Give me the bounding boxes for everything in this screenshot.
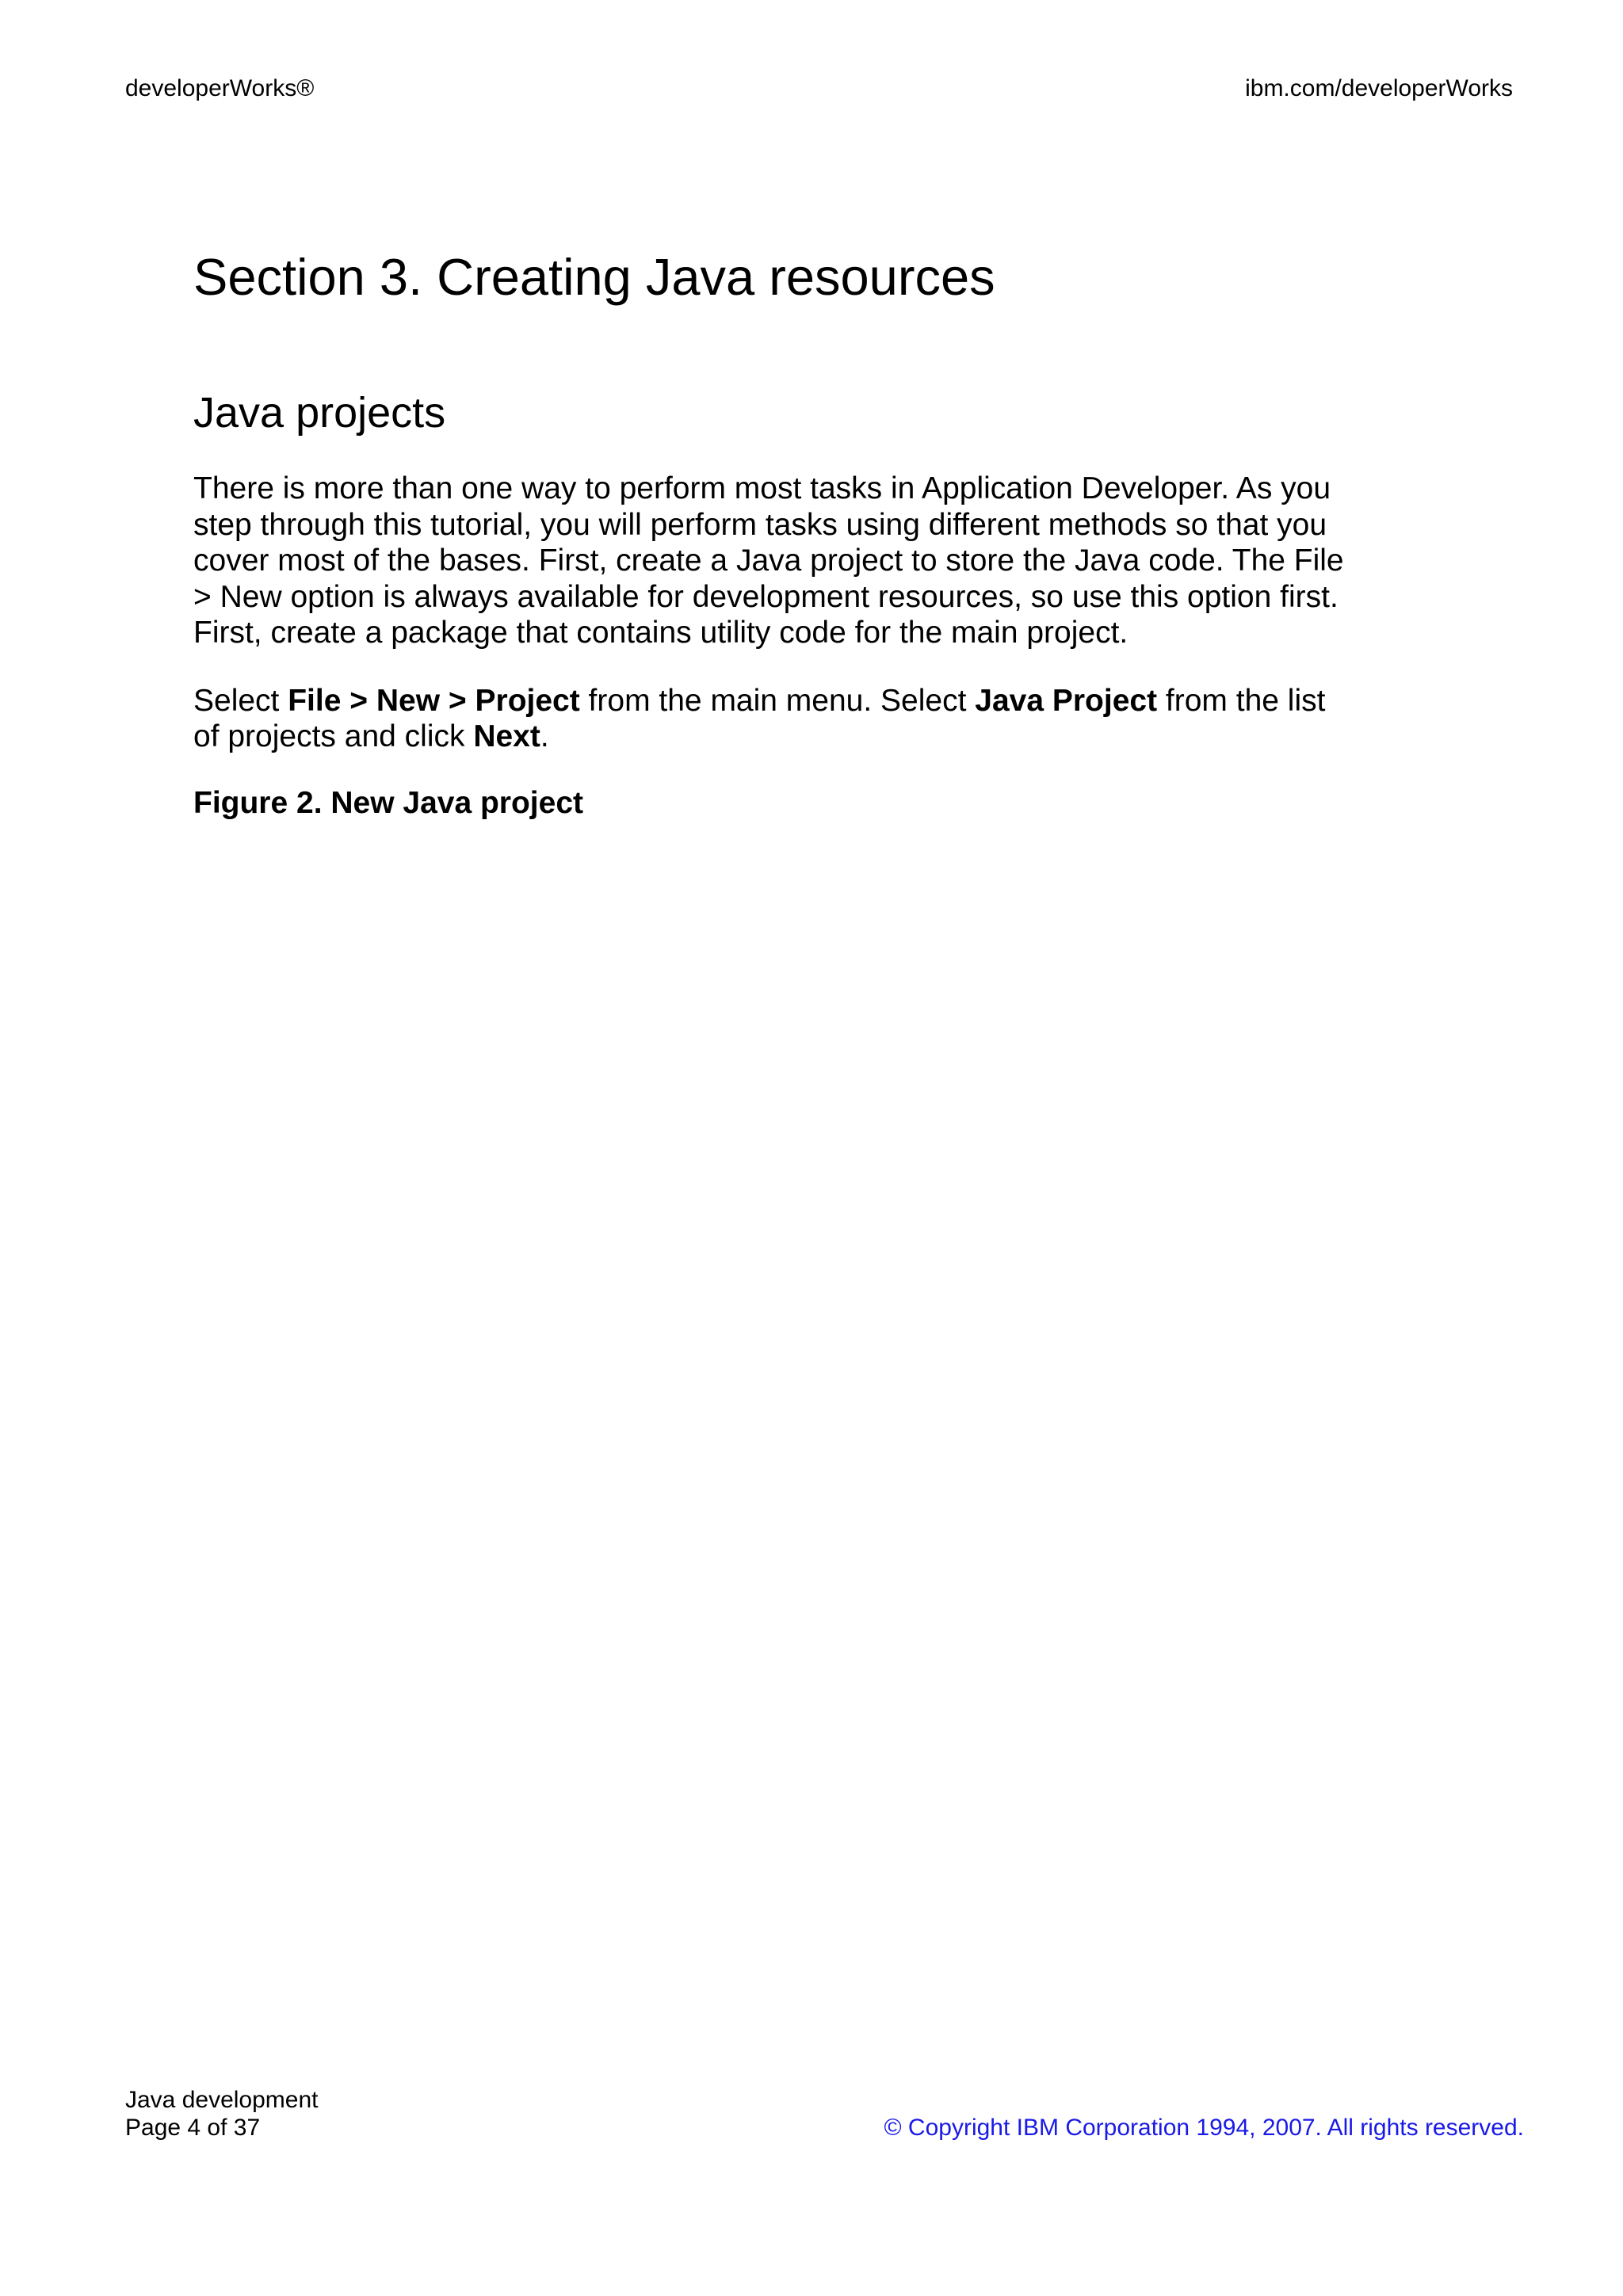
figure-caption: Figure 2. New Java project xyxy=(193,785,584,820)
footer-doc-title: Java development xyxy=(125,2087,319,2113)
footer-page-number: Page 4 of 37 xyxy=(125,2115,261,2141)
paragraph-line: First, create a package that contains utility code for the main project. xyxy=(193,616,1128,650)
instruction-text: Select xyxy=(193,683,288,718)
instruction-line-2 xyxy=(193,719,1430,755)
instruction-line-1 xyxy=(193,683,1430,719)
instruction-text: from the main menu. Select xyxy=(579,683,976,718)
subsection-title: Java projects xyxy=(193,389,446,437)
menu-path-emphasis: File > New > Project xyxy=(288,683,580,718)
copyright-link[interactable]: © Copyright IBM Corporation 1994, 2007. All rights reserved. xyxy=(884,2115,1524,2141)
java-project-emphasis: Java Project xyxy=(975,683,1158,718)
main-content xyxy=(193,246,1430,822)
paragraph-line: step through this tutorial, you will perform tasks using different methods so that you xyxy=(193,507,1327,542)
instruction-text: from the list xyxy=(1157,683,1326,718)
section-title: Section 3. Creating Java resources xyxy=(193,248,995,306)
footer-copyright xyxy=(884,2114,1524,2142)
intro-paragraph xyxy=(193,471,1430,651)
paragraph-line: > New option is always available for development resources, so use this option first. xyxy=(193,579,1338,614)
instruction-text: of projects and click xyxy=(193,719,474,753)
paragraph-line: cover most of the bases. First, create a Java project to store the Java code. The File xyxy=(193,543,1344,578)
instruction-paragraph xyxy=(193,683,1430,755)
footer-info xyxy=(125,2086,319,2142)
next-emphasis: Next xyxy=(473,719,540,753)
header-brand: developerWorks® xyxy=(125,75,315,101)
paragraph-line: There is more than one way to perform most tasks in Application Developer. As you xyxy=(193,471,1331,505)
instruction-text: . xyxy=(540,719,549,753)
header-site-url: ibm.com/developerWorks xyxy=(1245,75,1513,101)
